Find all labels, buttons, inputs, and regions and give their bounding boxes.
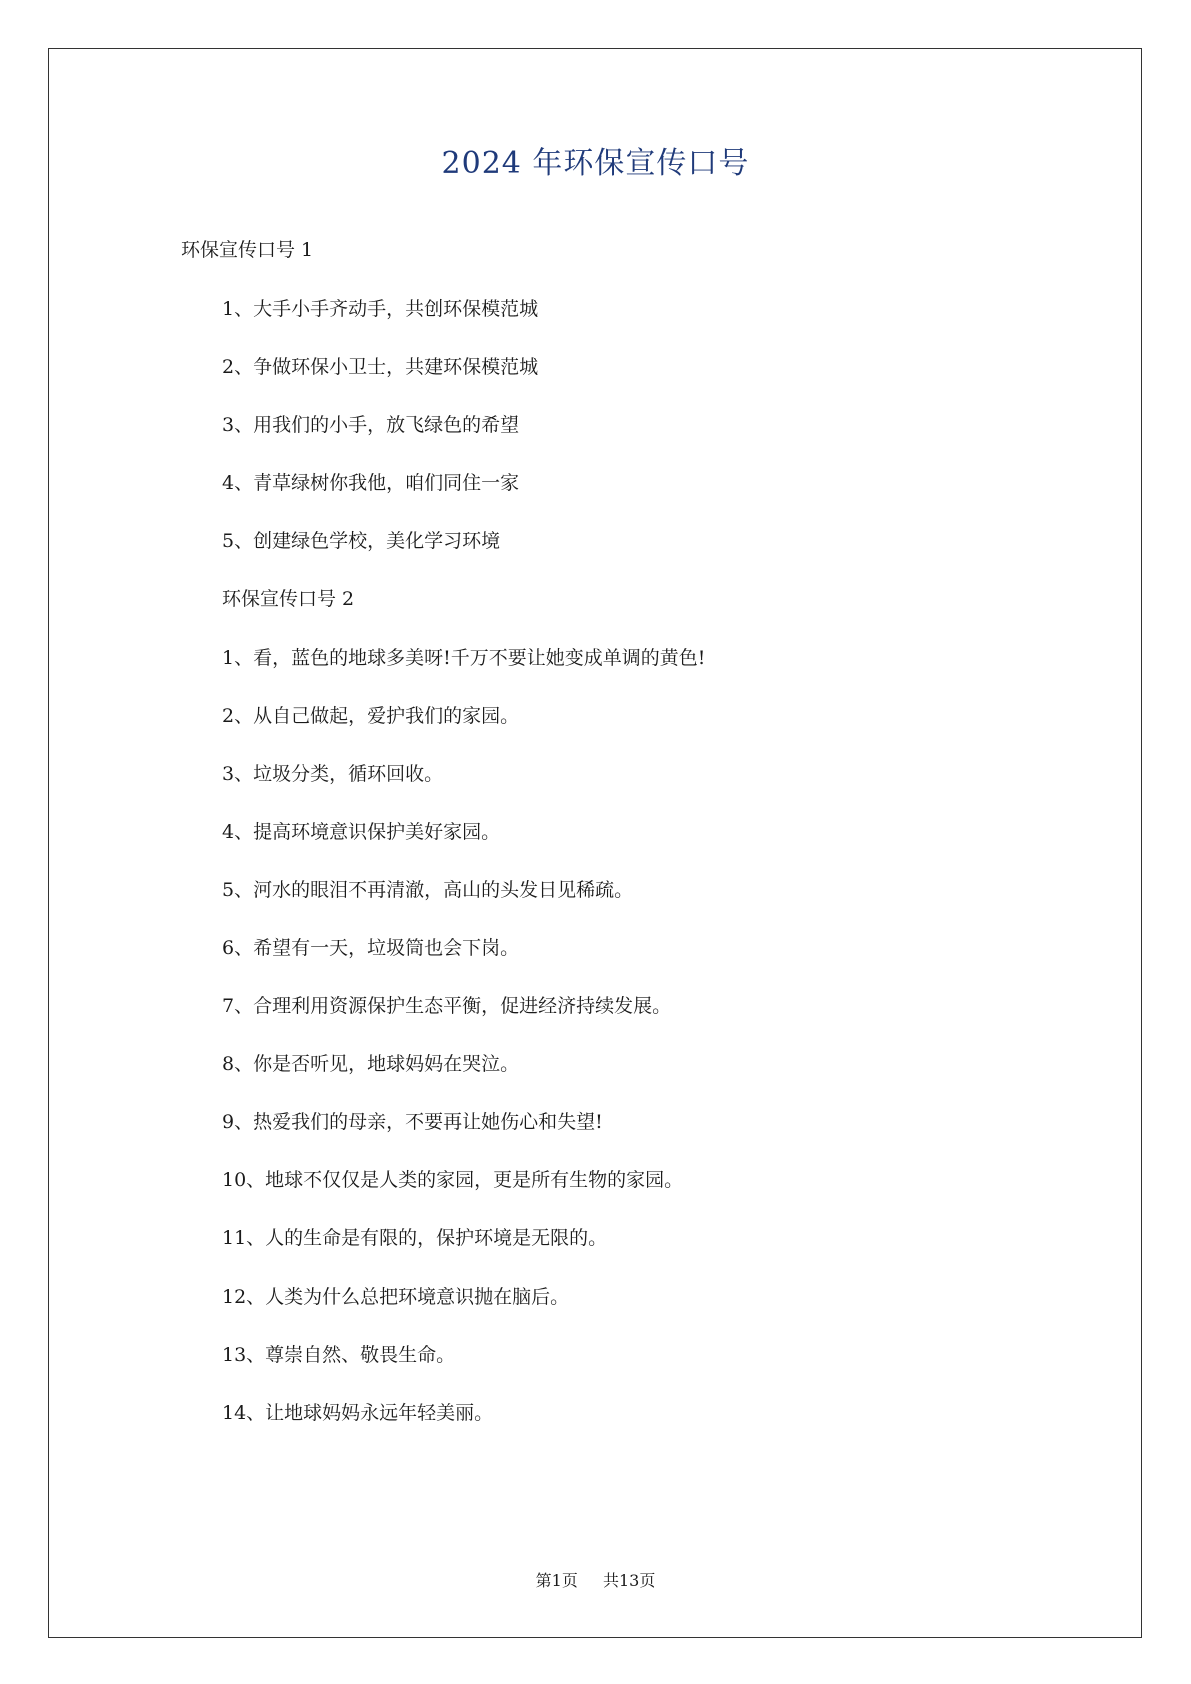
list-item: 5、创建绿色学校，美化学习环境 [222,530,501,552]
list-item: 9、热爱我们的母亲，不要再让她伤心和失望! [222,1111,603,1133]
page-number: 第1页 [535,1571,578,1590]
document-title: 2024 年环保宣传口号 [441,146,750,181]
list-item: 7、合理利用资源保护生态平衡，促进经济持续发展。 [222,995,672,1017]
list-item: 2、争做环保小卫士，共建环保模范城 [222,356,539,378]
section-heading: 环保宣传口号 1 [181,239,314,261]
list-item: 1、大手小手齐动手，共创环保模范城 [222,298,539,320]
list-item: 4、提高环境意识保护美好家园。 [222,821,501,843]
list-item: 3、垃圾分类，循环回收。 [222,763,444,785]
list-item: 3、用我们的小手，放飞绿色的希望 [222,414,520,436]
list-item: 5、河水的眼泪不再清澈，高山的头发日见稀疏。 [222,879,634,901]
list-item: 2、从自己做起，爱护我们的家园。 [222,705,520,727]
page-footer [0,1568,1191,1591]
list-item: 4、青草绿树你我他，咱们同住一家 [222,472,520,494]
section-heading: 环保宣传口号 2 [222,588,355,610]
list-item: 12、人类为什么总把环境意识抛在脑后。 [222,1286,570,1308]
list-item: 11、人的生命是有限的，保护环境是无限的。 [222,1227,608,1249]
page-border [48,48,1142,1638]
list-item: 13、尊崇自然、敬畏生命。 [222,1344,456,1366]
list-item: 6、希望有一天，垃圾筒也会下岗。 [222,937,520,959]
list-item: 10、地球不仅仅是人类的家园，更是所有生物的家园。 [222,1169,684,1191]
list-item: 8、你是否听见，地球妈妈在哭泣。 [222,1053,520,1075]
list-item: 14、让地球妈妈永远年轻美丽。 [222,1402,494,1424]
page-total: 共13页 [602,1571,656,1590]
list-item: 1、看，蓝色的地球多美呀!千万不要让她变成单调的黄色! [222,647,706,669]
